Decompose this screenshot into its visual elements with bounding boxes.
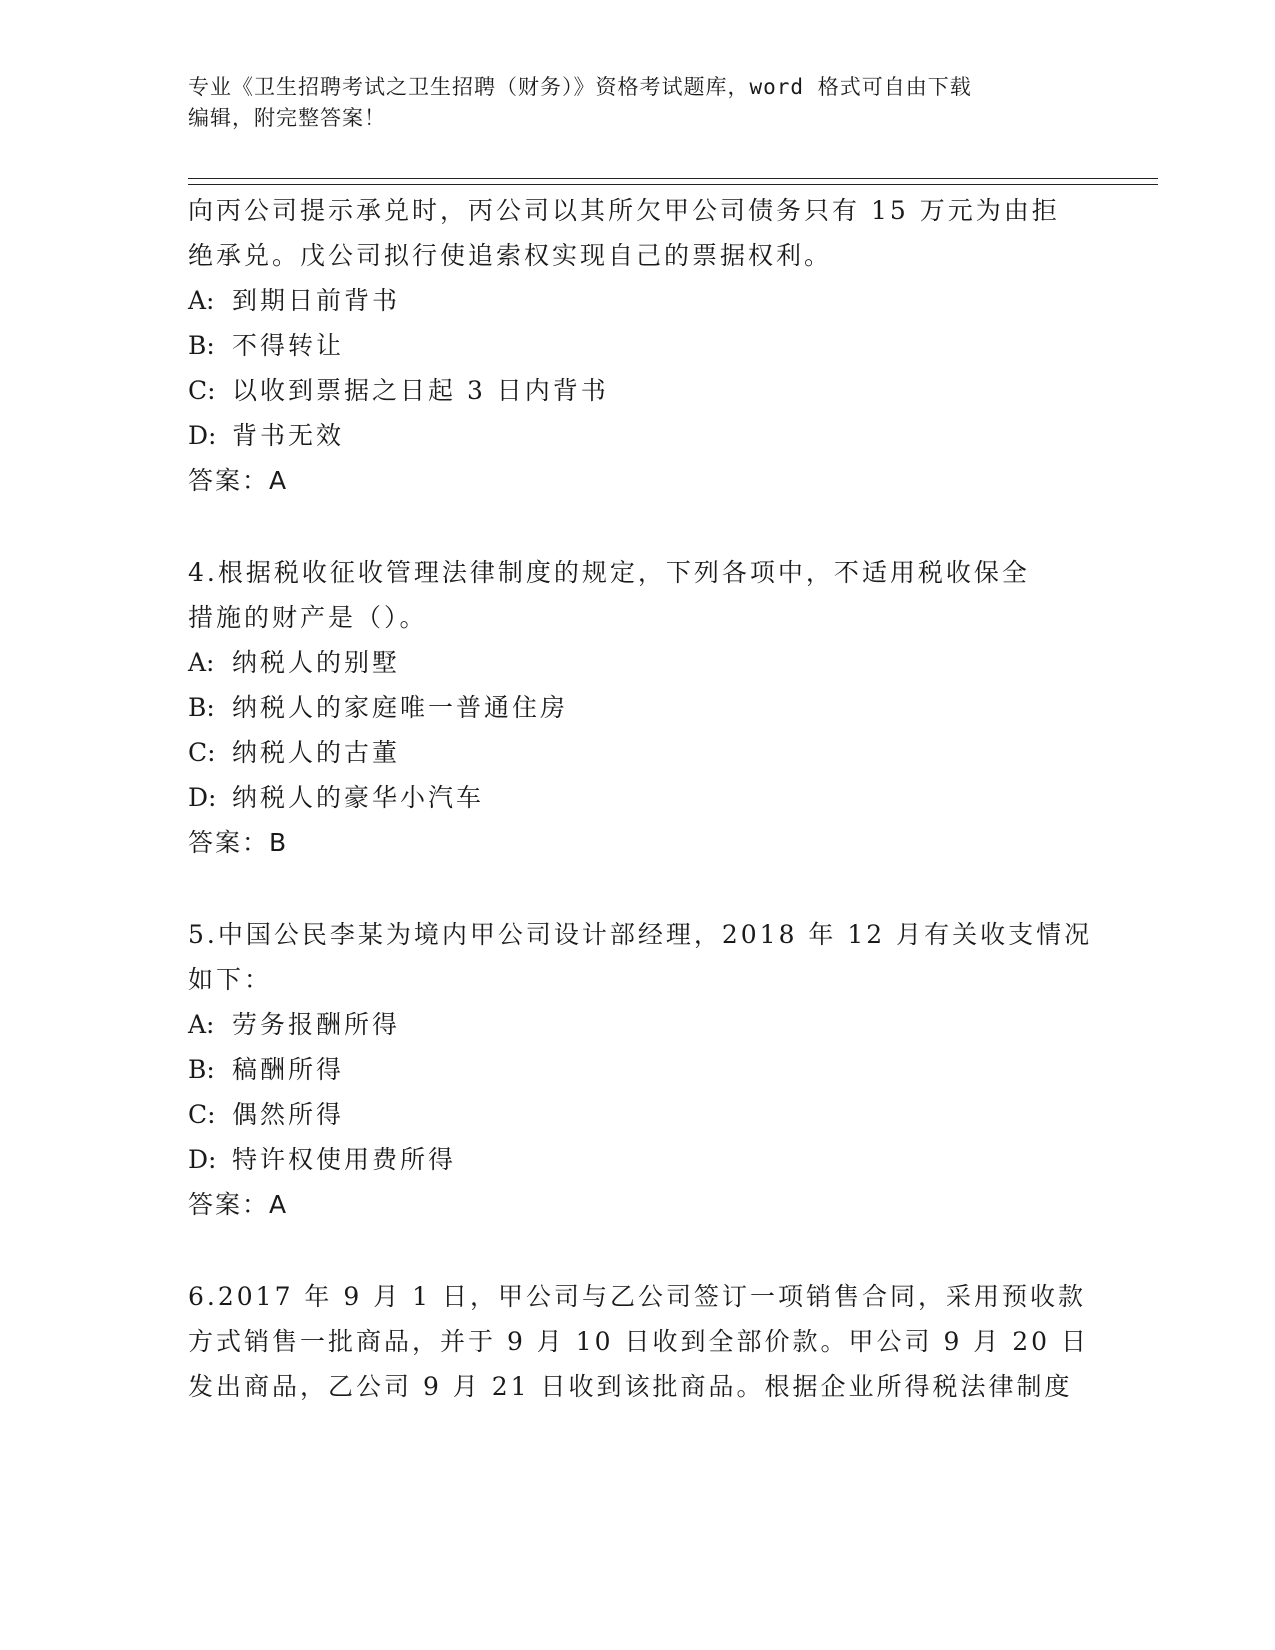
- option-a: [188, 278, 1088, 323]
- option-b: [188, 1047, 1088, 1092]
- option-text: 特许权使用费所得: [232, 1145, 457, 1174]
- question-text-line: 绝承兑。戊公司拟行使追索权实现自己的票据权利。: [188, 241, 833, 270]
- question-text-line: 方式销售一批商品，并于 9 月 10 日收到全部价款。甲公司 9 月 20 日: [188, 1327, 1090, 1356]
- document-header: [188, 72, 1088, 134]
- option-text: 到期日前背书: [232, 286, 401, 315]
- header-line-1: 专业《卫生招聘考试之卫生招聘（财务）》资格考试题库，word 格式可自由下载: [188, 75, 972, 99]
- header-divider-bottom: [188, 184, 1158, 185]
- question-text-line: 如下：: [188, 965, 273, 994]
- option-text: 不得转让: [232, 331, 345, 360]
- option-c: [188, 730, 1088, 775]
- option-key: A:: [188, 1010, 215, 1039]
- option-text: 稿酬所得: [232, 1055, 345, 1084]
- option-text: 背书无效: [232, 421, 345, 450]
- option-text: 纳税人的豪华小汽车: [232, 783, 485, 812]
- option-c: [188, 368, 1088, 413]
- spacer: [188, 1227, 1088, 1274]
- option-key: D:: [188, 421, 217, 450]
- option-key: B:: [188, 331, 215, 360]
- spacer: [188, 865, 1088, 912]
- question-text-line: 6.2017 年 9 月 1 日，甲公司与乙公司签订一项销售合同，采用预收款: [188, 1282, 1087, 1311]
- option-key: C:: [188, 1100, 216, 1129]
- question-6: [188, 1274, 1088, 1409]
- option-text: 纳税人的家庭唯一普通住房: [232, 693, 569, 722]
- option-text: 偶然所得: [232, 1100, 345, 1129]
- option-b: [188, 685, 1088, 730]
- option-text: 纳税人的别墅: [232, 648, 401, 677]
- question-3: [188, 188, 1088, 503]
- option-key: A:: [188, 648, 215, 677]
- answer: 答案：B: [188, 828, 289, 857]
- option-c: [188, 1092, 1088, 1137]
- header-divider-top: [188, 178, 1158, 179]
- question-5: [188, 912, 1093, 1227]
- option-key: B:: [188, 1055, 215, 1084]
- option-d: [188, 413, 1088, 458]
- question-text-line: 向丙公司提示承兑时，丙公司以其所欠甲公司债务只有 15 万元为由拒: [188, 196, 1060, 225]
- option-key: C:: [188, 376, 216, 405]
- option-key: D:: [188, 1145, 217, 1174]
- option-key: D:: [188, 783, 217, 812]
- answer: 答案：A: [188, 466, 289, 495]
- question-text-line: 发出商品，乙公司 9 月 21 日收到该批商品。根据企业所得税法律制度: [188, 1372, 1073, 1401]
- question-text-line: 措施的财产是（）。: [188, 603, 428, 632]
- option-text: 以收到票据之日起 3 日内背书: [232, 376, 609, 405]
- question-text-line: 5.中国公民李某为境内甲公司设计部经理，2018 年 12 月有关收支情况: [188, 920, 1093, 949]
- spacer: [188, 503, 1088, 550]
- question-list: [188, 188, 1093, 1409]
- question-text-line: 4.根据税收征收管理法律制度的规定，下列各项中，不适用税收保全: [188, 558, 1030, 587]
- option-key: B:: [188, 693, 215, 722]
- option-text: 劳务报酬所得: [232, 1010, 401, 1039]
- option-key: C:: [188, 738, 216, 767]
- option-d: [188, 1137, 1088, 1182]
- option-a: [188, 640, 1088, 685]
- option-a: [188, 1002, 1088, 1047]
- question-4: [188, 550, 1088, 865]
- option-key: A:: [188, 286, 215, 315]
- header-line-2: 编辑，附完整答案！: [188, 106, 386, 130]
- option-d: [188, 775, 1088, 820]
- answer: 答案：A: [188, 1190, 289, 1219]
- option-text: 纳税人的古董: [232, 738, 401, 767]
- option-b: [188, 323, 1088, 368]
